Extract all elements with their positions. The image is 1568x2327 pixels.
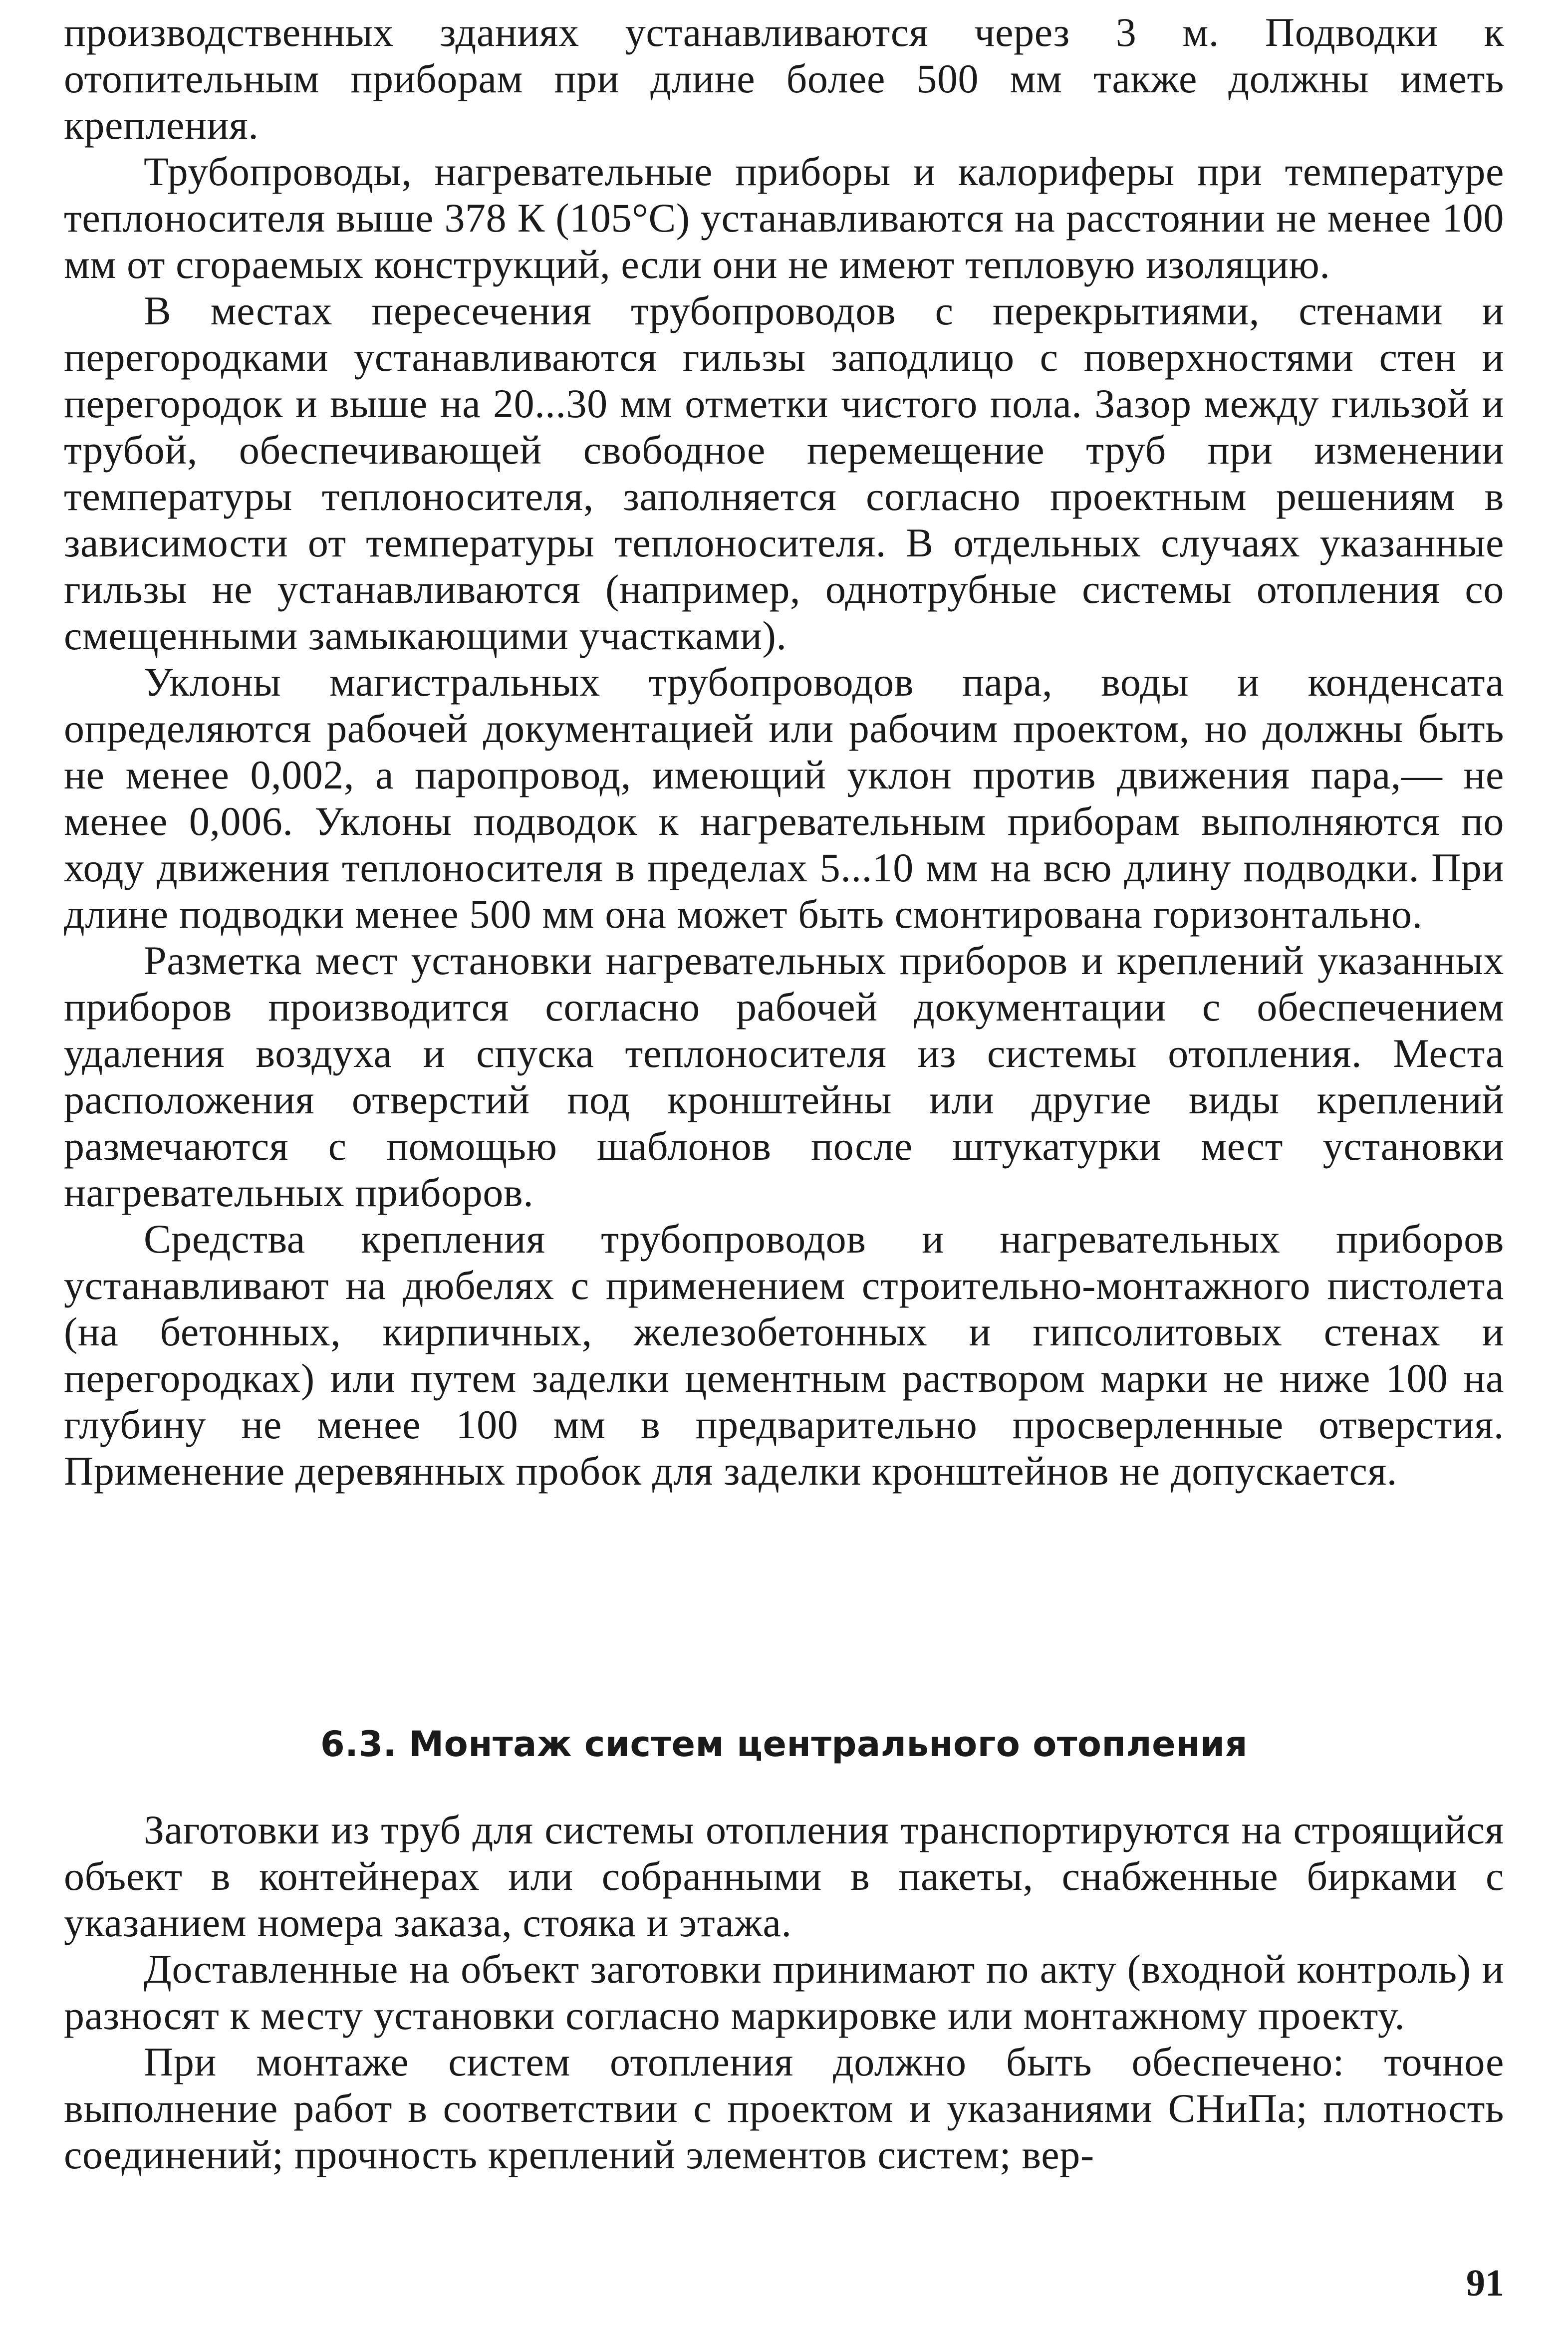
body-text-after-heading (64, 1807, 1504, 2178)
paragraph-pipe-clearance: Трубопроводы, нагревательные приборы и калориферы при температуре теплоносителя выше 378 К (105°С) устанавливаются на расстоянии не менее 100 мм от сгораемых конструкций, если они не имеют тепловую изоляцию. (64, 149, 1504, 287)
paragraph-blanks-transport: Заготовки из труб для системы отопления транспортируются на строящийся объект в контейнерах или собранными в пакеты, снабженные бирками с указанием номера заказа, стояка и этажа. (64, 1807, 1504, 1945)
page-number: 91 (1466, 2262, 1504, 2304)
paragraph-marking: Разметка мест установки нагревательных приборов и креплений указанных приборов производится согласно рабочей документации с обеспечением удаления воздуха и спуска теплоносителя из системы отопления. Места расположения отверстий под кронштейны или другие виды креплений размечаются с помощью шаблонов после штукатурки мест установки нагревательных приборов. (64, 938, 1504, 1215)
section-heading: 6.3. Монтаж систем центрального отопления (320, 1724, 1248, 1765)
paragraph-installation-requirements: При монтаже систем отопления должно быть обеспечено: точное выполнение работ в соответствии с проектом и указаниями СНиПа; плотность соединений; прочность креплений элементов систем; вер- (64, 2039, 1504, 2177)
paragraph-slopes: Уклоны магистральных трубопроводов пара, воды и конденсата определяются рабочей документацией или рабочим проектом, но должны быть не менее 0,002, а паропровод, имеющий уклон против движения пара,— не менее 0,006. Уклоны подводок к нагревательным приборам выполняются по ходу движения теплоносителя в пределах 5...10 мм на всю длину подводки. При длине подводки менее 500 мм она может быть смонтирована горизонтально. (64, 659, 1504, 937)
paragraph-acceptance: Доставленные на объект заготовки принимают по акту (входной контроль) и разносят к месту установки согласно маркировке или монтажному проекту. (64, 1946, 1504, 2038)
paragraph-continued: производственных зданиях устанавливаются через 3 м. Подводки к отопительным приборам при длине более 500 мм также должны иметь крепления. (64, 9, 1504, 148)
paragraph-sleeves: В местах пересечения трубопроводов с перекрытиями, стенами и перегородками устанавливаются гильзы заподлицо с поверхностями стен и перегородок и выше на 20...30 мм отметки чистого пола. Зазор между гильзой и трубой, обеспечивающей свободное перемещение труб при изменении температуры теплоносителя, заполняется согласно проектным решениям в зависимости от температуры теплоносителя. В отдельных случаях указанные гильзы не устанавливаются (например, однотрубные системы отопления со смещенными замыкающими участками). (64, 288, 1504, 658)
paragraph-fastening: Средства крепления трубопроводов и нагревательных приборов устанавливают на дюбелях с применением строительно-монтажного пистолета (на бетонных, кирпичных, железобетонных и гипсолитовых стенах и перегородках) или путем заделки цементным раствором марки не ниже 100 на глубину не менее 100 мм в предварительно просверленные отверстия. Применение деревянных пробок для заделки кронштейнов не допускается. (64, 1216, 1504, 1494)
body-text-before-heading (64, 9, 1504, 1494)
